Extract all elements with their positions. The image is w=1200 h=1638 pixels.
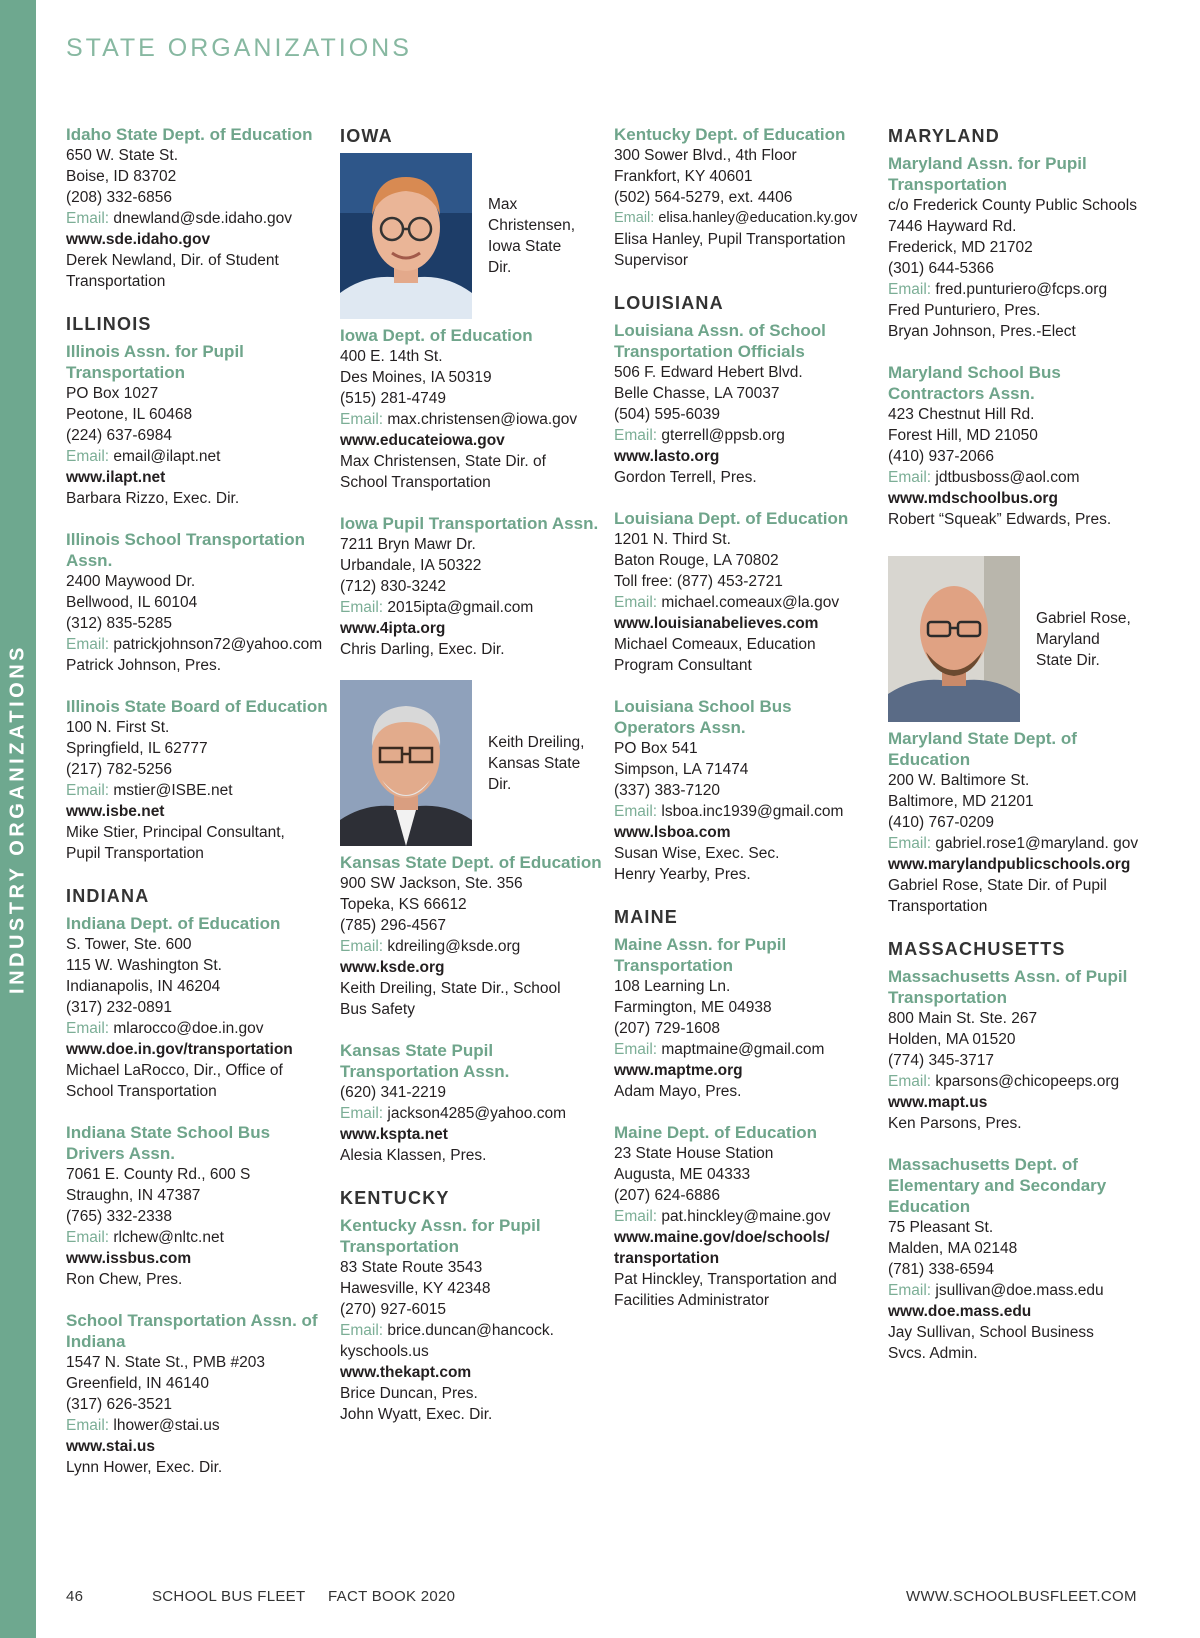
- email-label: Email:: [66, 1020, 110, 1037]
- contact-person: Svcs. Admin.: [888, 1345, 978, 1362]
- contact-person: Supervisor: [614, 252, 689, 269]
- address-line: Bellwood, IL 60104: [66, 594, 198, 611]
- email-line: [66, 1415, 328, 1436]
- org-name: Louisiana Assn. of School Transportation Officials: [614, 321, 826, 361]
- org-entry: [340, 852, 602, 1020]
- email-label: Email:: [340, 1105, 384, 1122]
- state-heading: INDIANA: [66, 886, 150, 906]
- email-label: Email:: [614, 1208, 658, 1225]
- address-line: 7446 Hayward Rd.: [888, 218, 1017, 235]
- org-entry: [614, 1122, 876, 1311]
- website-link[interactable]: www.doe.in.gov/transportation: [66, 1041, 293, 1058]
- address-line: Springfield, IL 62777: [66, 740, 208, 757]
- side-label: INDUSTRY ORGANIZATIONS: [6, 644, 29, 994]
- org-name: Indiana State School Bus Drivers Assn.: [66, 1123, 271, 1163]
- phone-line: (765) 332-2338: [66, 1208, 172, 1225]
- email-label: Email:: [888, 469, 932, 486]
- website-link[interactable]: www.educateiowa.gov: [340, 432, 505, 449]
- org-entry: [888, 153, 1150, 342]
- contact-person: Alesia Klassen, Pres.: [340, 1147, 487, 1164]
- phone-line: (301) 644-5366: [888, 260, 994, 277]
- phone-line: (217) 782-5256: [66, 761, 172, 778]
- website-link[interactable]: www.4ipta.org: [340, 620, 446, 637]
- state-heading: MAINE: [614, 907, 678, 927]
- email-address[interactable]: fred.punturiero@fcps.org: [935, 281, 1108, 298]
- email-label: Email:: [888, 1282, 932, 1299]
- contact-person: Robert “Squeak” Edwards, Pres.: [888, 511, 1112, 528]
- email-label: Email:: [66, 1417, 110, 1434]
- email-label: Email:: [340, 599, 384, 616]
- website-link[interactable]: www.louisianabelieves.com: [614, 615, 819, 632]
- address-line: Des Moines, IA 50319: [340, 369, 492, 386]
- org-name: Iowa Pupil Transportation Assn.: [340, 514, 599, 533]
- contact-person: School Transportation: [66, 1083, 217, 1100]
- address-line: 300 Sower Blvd., 4th Floor: [614, 147, 797, 164]
- address-line: 2400 Maywood Dr.: [66, 573, 196, 590]
- website-link[interactable]: www.maptme.org: [614, 1062, 743, 1079]
- email-address[interactable]: jdtbusboss@aol.com: [935, 469, 1080, 486]
- phone-line: (207) 624-6886: [614, 1187, 720, 1204]
- email-label: Email:: [340, 411, 384, 428]
- address-line: 23 State House Station: [614, 1145, 774, 1162]
- email-address[interactable]: mstier@ISBE.net: [113, 782, 233, 799]
- org-entry: [66, 341, 328, 509]
- portrait-photo-maryland: [888, 556, 1020, 722]
- contact-person: Brice Duncan, Pres.: [340, 1385, 478, 1402]
- contact-person: Facilities Administrator: [614, 1292, 770, 1309]
- portrait-photo-kansas: [340, 680, 472, 846]
- website-link[interactable]: www.maine.gov/doe/schools/: [614, 1229, 830, 1246]
- org-name: Maryland Assn. for Pupil Transportation: [888, 154, 1087, 194]
- address-line: PO Box 541: [614, 740, 698, 757]
- address-line: Urbandale, IA 50322: [340, 557, 482, 574]
- edition-name: FACT BOOK 2020: [328, 1588, 456, 1605]
- phone-line: (410) 937-2066: [888, 448, 994, 465]
- email-address[interactable]: patrickjohnson72@yahoo.com: [113, 636, 323, 653]
- address-line: S. Tower, Ste. 600: [66, 936, 192, 953]
- email-label: Email:: [66, 210, 110, 227]
- email-label: Email:: [614, 594, 658, 611]
- contact-person: Jay Sullivan, School Business: [888, 1324, 1094, 1341]
- email-line: [614, 1039, 876, 1060]
- phone-line: (207) 729-1608: [614, 1020, 720, 1037]
- website-link[interactable]: www.thekapt.com: [340, 1364, 472, 1381]
- email-line: [66, 634, 328, 655]
- email-line: [66, 780, 328, 801]
- org-entry: [66, 1310, 328, 1478]
- page-title: STATE ORGANIZATIONS: [66, 34, 412, 62]
- state-section-kentucky: [340, 1186, 602, 1425]
- email-line: [340, 1320, 602, 1341]
- website-link[interactable]: www.ksde.org: [340, 959, 445, 976]
- address-line: Malden, MA 02148: [888, 1240, 1018, 1257]
- org-name: Maine Assn. for Pupil Transportation: [614, 935, 787, 975]
- publication-name: SCHOOL BUS FLEET: [152, 1588, 306, 1605]
- phone-line: (337) 383-7120: [614, 782, 720, 799]
- email-address[interactable]: mlarocco@doe.in.gov: [113, 1020, 264, 1037]
- contact-person: Transportation: [66, 273, 166, 290]
- org-entry: [66, 696, 328, 864]
- email-line: [66, 446, 328, 467]
- contact-person: Adam Mayo, Pres.: [614, 1083, 742, 1100]
- address-line: 1547 N. State St., PMB #203: [66, 1354, 266, 1371]
- email-line: [340, 409, 602, 430]
- org-name: Kentucky Assn. for Pupil Transportation: [340, 1216, 541, 1256]
- org-name: Maine Dept. of Education: [614, 1123, 818, 1142]
- website-link[interactable]: www.lasto.org: [614, 448, 720, 465]
- phone-line: (504) 595-6039: [614, 406, 720, 423]
- side-bar: [0, 0, 36, 1638]
- org-name: Louisiana Dept. of Education: [614, 509, 849, 528]
- address-line: Farmington, ME 04938: [614, 999, 772, 1016]
- email-line: [614, 1206, 876, 1227]
- phone-line: (208) 332-6856: [66, 189, 172, 206]
- state-section-maine: [614, 905, 876, 1311]
- org-name: Kansas State Dept. of Education: [340, 853, 602, 872]
- email-label: Email:: [614, 427, 658, 444]
- email-label: Email:: [66, 448, 110, 465]
- org-name: Illinois State Board of Education: [66, 697, 328, 716]
- contact-person: Program Consultant: [614, 657, 752, 674]
- address-line: Holden, MA 01520: [888, 1031, 1016, 1048]
- website-link[interactable]: www.stai.us: [66, 1438, 156, 1455]
- address-line: Greenfield, IN 46140: [66, 1375, 210, 1392]
- state-heading: LOUISIANA: [614, 293, 724, 313]
- phone-line: (620) 341-2219: [340, 1084, 446, 1101]
- website-link[interactable]: www.doe.mass.edu: [888, 1303, 1032, 1320]
- address-line: Frederick, MD 21702: [888, 239, 1033, 256]
- org-entry: [888, 728, 1150, 917]
- email-line: [66, 208, 328, 229]
- page-number: 46: [66, 1588, 84, 1605]
- column-3: [614, 124, 876, 1331]
- org-entry: [888, 362, 1150, 530]
- org-entry: [340, 513, 602, 660]
- email-address[interactable]: max.christensen@iowa.gov: [387, 411, 578, 428]
- phone-line: (312) 835-5285: [66, 615, 172, 632]
- org-name: Iowa Dept. of Education: [340, 326, 533, 345]
- org-name: Kentucky Dept. of Education: [614, 125, 846, 144]
- phone-line: (781) 338-6594: [888, 1261, 994, 1278]
- website-link[interactable]: www.sde.idaho.gov: [66, 231, 211, 248]
- org-entry: [614, 320, 876, 488]
- address-line: 115 W. Washington St.: [66, 957, 222, 974]
- email-line: [340, 597, 602, 618]
- phone-line: (317) 232-0891: [66, 999, 172, 1016]
- org-name: Massachusetts Assn. of Pupil Transportation: [888, 967, 1128, 1007]
- photo-caption: Max Christensen, Iowa State Dir.: [488, 196, 576, 276]
- org-name: Idaho State Dept. of Education: [66, 125, 313, 144]
- org-entry: [614, 696, 876, 885]
- address-line: 7211 Bryn Mawr Dr.: [340, 536, 476, 553]
- contact-person: Susan Wise, Exec. Sec.: [614, 845, 780, 862]
- org-entry: [888, 1154, 1150, 1364]
- email-line: [340, 1103, 602, 1124]
- address-line: Frankfort, KY 40601: [614, 168, 753, 185]
- email-address[interactable]: gterrell@ppsb.org: [661, 427, 785, 444]
- email-line: [66, 1227, 328, 1248]
- website-link[interactable]: www.ilapt.net: [66, 469, 166, 486]
- state-section-louisiana: [614, 291, 876, 885]
- email-label: Email:: [888, 835, 932, 852]
- phone-line: (270) 927-6015: [340, 1301, 446, 1318]
- address-line: 506 F. Edward Hebert Blvd.: [614, 364, 803, 381]
- contact-person: Pupil Transportation: [66, 845, 204, 862]
- email-address[interactable]: kdreiling@ksde.org: [387, 938, 521, 955]
- email-address[interactable]: lhower@stai.us: [113, 1417, 220, 1434]
- org-name: Illinois Assn. for Pupil Transportation: [66, 342, 244, 382]
- contact-person: Patrick Johnson, Pres.: [66, 657, 222, 674]
- contact-person: Keith Dreiling, State Dir., School: [340, 980, 561, 997]
- email-address[interactable]: maptmaine@gmail.com: [661, 1041, 825, 1058]
- email-label: Email:: [614, 803, 658, 820]
- address-line: Boise, ID 83702: [66, 168, 177, 185]
- email-line: [888, 467, 1150, 488]
- address-line: Belle Chasse, LA 70037: [614, 385, 780, 402]
- org-name: Maryland State Dept. of Education: [888, 729, 1077, 769]
- email-label: Email:: [66, 782, 110, 799]
- column-4: [888, 124, 1150, 1384]
- email-address[interactable]: 2015ipta@gmail.com: [387, 599, 534, 616]
- address-line: Peotone, IL 60468: [66, 406, 193, 423]
- org-name: Maryland School Bus Contractors Assn.: [888, 363, 1061, 403]
- org-entry: [888, 966, 1150, 1134]
- contact-person: Ken Parsons, Pres.: [888, 1115, 1022, 1132]
- state-heading: MARYLAND: [888, 126, 1000, 146]
- website-link[interactable]: www.lsboa.com: [614, 824, 731, 841]
- contact-person: Derek Newland, Dir. of Student: [66, 252, 279, 269]
- contact-person: Henry Yearby, Pres.: [614, 866, 751, 883]
- email-address[interactable]: email@ilapt.net: [113, 448, 221, 465]
- org-name: Illinois School Transportation Assn.: [66, 530, 305, 570]
- phone-line: Toll free: (877) 453-2721: [614, 573, 783, 590]
- email-label: Email:: [66, 636, 110, 653]
- website-link[interactable]: www.marylandpublicschools.org: [888, 856, 1131, 873]
- email-line: [888, 1071, 1150, 1092]
- address-line: c/o Frederick County Public Schools: [888, 197, 1137, 214]
- contact-person: Lynn Hower, Exec. Dir.: [66, 1459, 223, 1476]
- address-line: 200 W. Baltimore St.: [888, 772, 1030, 789]
- contact-person: Max Christensen, State Dir. of: [340, 453, 546, 470]
- website-link[interactable]: www.isbe.net: [66, 803, 165, 820]
- org-entry: [66, 529, 328, 676]
- email-line: [340, 936, 602, 957]
- org-name: Kansas State Pupil Transportation Assn.: [340, 1041, 510, 1081]
- state-heading: IOWA: [340, 126, 393, 146]
- contact-person: Ron Chew, Pres.: [66, 1271, 183, 1288]
- address-line: 900 SW Jackson, Ste. 356: [340, 875, 523, 892]
- email-address[interactable]: michael.comeaux@la.gov: [661, 594, 840, 611]
- phone-line: (224) 637-6984: [66, 427, 172, 444]
- website-link[interactable]: www.mapt.us: [888, 1094, 988, 1111]
- email-address[interactable]: dnewland@sde.idaho.gov: [113, 210, 293, 227]
- state-section-illinois: [66, 312, 328, 864]
- address-line: Baltimore, MD 21201: [888, 793, 1034, 810]
- address-line: Straughn, IN 47387: [66, 1187, 201, 1204]
- website-link[interactable]: www.kspta.net: [340, 1126, 448, 1143]
- email-label: Email:: [340, 938, 384, 955]
- state-heading: ILLINOIS: [66, 314, 152, 334]
- address-line: 800 Main St. Ste. 267: [888, 1010, 1038, 1027]
- phone-line: (774) 345-3717: [888, 1052, 994, 1069]
- contact-person: John Wyatt, Exec. Dir.: [340, 1406, 493, 1423]
- org-entry: [340, 1040, 602, 1166]
- email-line: [614, 801, 876, 822]
- email-label: Email:: [888, 281, 932, 298]
- contact-person: Mike Stier, Principal Consultant,: [66, 824, 285, 841]
- contact-person: Bryan Johnson, Pres.-Elect: [888, 323, 1076, 340]
- org-entry: [340, 325, 602, 493]
- email-address[interactable]: brice.duncan@hancock.: [387, 1322, 554, 1339]
- contact-person: Bus Safety: [340, 1001, 415, 1018]
- org-entry: [614, 508, 876, 676]
- photo-block: [340, 153, 602, 319]
- email-address[interactable]: kparsons@chicopeeps.org: [935, 1073, 1120, 1090]
- email-line: [614, 592, 876, 613]
- address-line: 423 Chestnut Hill Rd.: [888, 406, 1035, 423]
- contact-person: Michael LaRocco, Dir., Office of: [66, 1062, 283, 1079]
- phone-line: (410) 767-0209: [888, 814, 994, 831]
- email-address[interactable]: rlchew@nltc.net: [113, 1229, 224, 1246]
- phone-line: (515) 281-4749: [340, 390, 446, 407]
- contact-person: Barbara Rizzo, Exec. Dir.: [66, 490, 240, 507]
- org-name: School Transportation Assn. of Indiana: [66, 1311, 318, 1351]
- email-label: Email:: [66, 1229, 110, 1246]
- org-entry: [66, 124, 328, 292]
- address-line: 400 E. 14th St.: [340, 348, 443, 365]
- photo-block: [888, 556, 1150, 722]
- email-line: [888, 833, 1150, 854]
- contact-person: Fred Punturiero, Pres.: [888, 302, 1041, 319]
- website-link[interactable]: www.mdschoolbus.org: [888, 490, 1058, 507]
- email-address[interactable]: pat.hinckley@maine.gov: [661, 1208, 831, 1225]
- contact-person: School Transportation: [340, 474, 491, 491]
- email-address[interactable]: jackson4285@yahoo.com: [387, 1105, 566, 1122]
- org-name: Indiana Dept. of Education: [66, 914, 281, 933]
- column-1: [66, 124, 328, 1498]
- contact-person: Transportation: [888, 898, 988, 915]
- email-address[interactable]: gabriel.rose1@maryland. gov: [935, 835, 1139, 852]
- phone-line: (502) 564-5279, ext. 4406: [614, 189, 793, 206]
- footer-website[interactable]: WWW.SCHOOLBUSFLEET.COM: [906, 1588, 1137, 1605]
- email-line: [614, 208, 876, 229]
- address-line: 1201 N. Third St.: [614, 531, 731, 548]
- website-link-continued[interactable]: transportation: [614, 1250, 720, 1267]
- address-line: PO Box 1027: [66, 385, 159, 402]
- email-address-continued[interactable]: kyschools.us: [340, 1343, 429, 1360]
- address-line: Topeka, KS 66612: [340, 896, 467, 913]
- photo-caption: Keith Dreiling, Kansas State Dir.: [488, 733, 585, 793]
- email-label: Email:: [614, 1041, 658, 1058]
- phone-line: (712) 830-3242: [340, 578, 446, 595]
- state-heading: MASSACHUSETTS: [888, 939, 1066, 959]
- address-line: 100 N. First St.: [66, 719, 170, 736]
- contact-person: Michael Comeaux, Education: [614, 636, 816, 653]
- email-line: [888, 1280, 1150, 1301]
- email-label: Email:: [888, 1073, 932, 1090]
- org-entry: [66, 1122, 328, 1290]
- contact-person: Gabriel Rose, State Dir. of Pupil: [888, 877, 1107, 894]
- address-line: 7061 E. County Rd., 600 S: [66, 1166, 251, 1183]
- address-line: Forest Hill, MD 21050: [888, 427, 1038, 444]
- address-line: Baton Rouge, LA 70802: [614, 552, 779, 569]
- website-link[interactable]: www.issbus.com: [66, 1250, 192, 1267]
- org-entry: [340, 1215, 602, 1425]
- email-label: Email:: [614, 210, 655, 226]
- address-line: 83 State Route 3543: [340, 1259, 483, 1276]
- address-line: 108 Learning Ln.: [614, 978, 731, 995]
- email-line: [66, 1018, 328, 1039]
- org-entry: [66, 913, 328, 1102]
- state-heading: KENTUCKY: [340, 1188, 450, 1208]
- org-entry: [614, 124, 876, 271]
- org-name: Louisiana School Bus Operators Assn.: [614, 697, 792, 737]
- address-line: Indianapolis, IN 46204: [66, 978, 221, 995]
- address-line: 650 W. State St.: [66, 147, 179, 164]
- state-section-massachusetts: [888, 937, 1150, 1364]
- email-line: [888, 279, 1150, 300]
- address-line: Augusta, ME 04333: [614, 1166, 751, 1183]
- column-2: [340, 124, 602, 1445]
- org-entry: [614, 934, 876, 1102]
- email-address[interactable]: lsboa.inc1939@gmail.com: [661, 803, 844, 820]
- photo-caption: Gabriel Rose, Maryland State Dir.: [1036, 609, 1131, 669]
- portrait-photo-iowa: [340, 153, 472, 319]
- email-address[interactable]: elisa.hanley@education.ky.gov: [658, 210, 858, 226]
- contact-person: Pat Hinckley, Transportation and: [614, 1271, 837, 1288]
- phone-line: (785) 296-4567: [340, 917, 446, 934]
- email-address[interactable]: jsullivan@doe.mass.edu: [935, 1282, 1104, 1299]
- phone-line: (317) 626-3521: [66, 1396, 172, 1413]
- state-section-indiana: [66, 884, 328, 1478]
- contact-person: Chris Darling, Exec. Dir.: [340, 641, 505, 658]
- address-line: Simpson, LA 71474: [614, 761, 749, 778]
- org-name: Massachusetts Dept. of Elementary and Secondary Education: [888, 1155, 1107, 1216]
- contact-person: Gordon Terrell, Pres.: [614, 469, 757, 486]
- photo-block: [340, 680, 602, 846]
- address-line: Hawesville, KY 42348: [340, 1280, 491, 1297]
- contact-person: Elisa Hanley, Pupil Transportation: [614, 231, 846, 248]
- email-line: [614, 425, 876, 446]
- email-label: Email:: [340, 1322, 384, 1339]
- address-line: 75 Pleasant St.: [888, 1219, 994, 1236]
